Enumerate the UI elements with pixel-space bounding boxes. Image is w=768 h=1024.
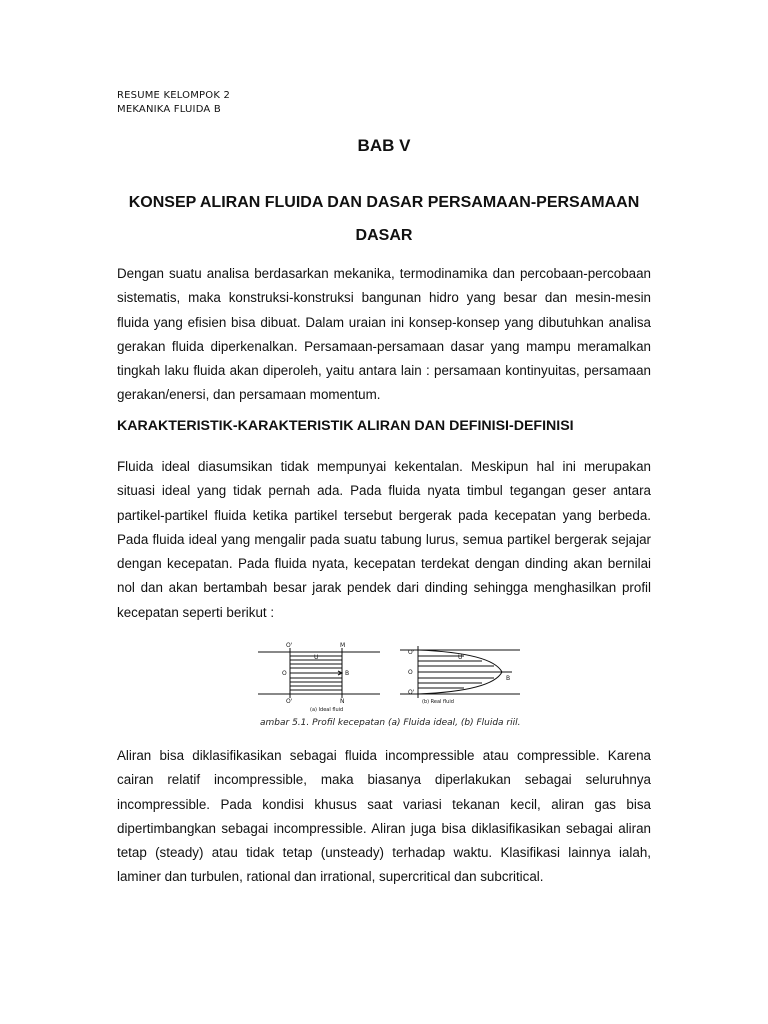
label-a-bottom-left: O' — [286, 698, 293, 705]
section-heading: KARAKTERISTIK-KARAKTERISTIK ALIRAN DAN DEFINISI-DEFINISI — [117, 418, 574, 434]
classification-paragraph: Aliran bisa diklasifikasikan sebagai fluida incompressible atau compressible. Karena cairan relatif incompressible, maka biasanya diperlakukan sebagai seluruhnya incompressible. Pada kondisi khusus saat variasi tekanan kecil, aliran gas bisa dipertimbangkan sebagai incompressible. Aliran juga bisa diklasifikasikan sebagai aliran tetap (steady) atau tidak tetap (unsteady) terhadap waktu. Klasifikasi lainnya ialah, laminer dan turbulen, rational dan irrational, supercritical dan subcritical. — [117, 748, 651, 885]
label-a-bottom-right: N — [340, 698, 345, 705]
label-a-mid-left: O — [282, 670, 287, 677]
label-b-mid-left: O — [408, 669, 413, 676]
label-b-top-left: O' — [408, 649, 415, 656]
ideal-fluid-paragraph: Fluida ideal diasumsikan tidak mempunyai kekentalan. Meskipun hal ini merupakan situasi ideal yang tidak pernah ada. Pada fluida nyata timbul tegangan geser antara partikel-partikel fluida ketika partikel tersebut bergerak pada kecepatan yang berbeda. Pada fluida ideal yang mengalir pada suatu tabung lurus, semua partikel bergerak sejajar dengan kecepatan. Pada fluida nyata, kecepatan terdekat dengan dinding akan bernilai nol dan akan bertambah besar jarak pendek dari dinding sehingga menghasilkan profil kecepatan seperti berikut : — [117, 459, 651, 620]
label-a-caption: (a) Ideal fluid — [310, 707, 344, 713]
label-b-bottom-left: O' — [408, 689, 415, 696]
label-a-top-left: O' — [286, 642, 293, 649]
label-b-velocity: U — [458, 654, 463, 661]
label-a-mid-right: B — [345, 670, 350, 677]
figure-caption: ambar 5.1. Profil kecepatan (a) Fluida ideal, (b) Fluida riil. — [260, 718, 521, 728]
header-group-line: RESUME KELOMPOK 2 — [117, 90, 231, 101]
ideal-fluid-diagram — [258, 648, 380, 698]
chapter-title: KONSEP ALIRAN FLUIDA DAN DASAR PERSAMAAN-PERSAMAAN DASAR — [128, 194, 640, 244]
label-a-top-right: M — [340, 642, 346, 649]
velocity-profile-diagram — [250, 640, 540, 720]
header-course-line: MEKANIKA FLUIDA B — [117, 104, 221, 115]
chapter-heading: BAB V — [357, 136, 411, 155]
intro-paragraph: Dengan suatu analisa berdasarkan mekanika, termodinamika dan percobaan-percobaan sistematis, maka konstruksi-konstruksi bangunan hidro yang besar dan mesin-mesin fluida yang efisien bisa dibuat. Dalam uraian ini konsep-konsep yang dibutuhkan analisa gerakan fluida diperkenalkan. Persamaan-persamaan dasar yang mampu meramalkan tingkah laku fluida akan diperoleh, yaitu antara lain : persamaan kontinyuitas, persamaan gerakan/enersi, dan persamaan momentum. — [117, 266, 651, 403]
label-b-point: B — [506, 675, 511, 682]
label-b-caption: (b) Real fluid — [422, 699, 454, 705]
label-a-velocity: U — [314, 654, 319, 661]
